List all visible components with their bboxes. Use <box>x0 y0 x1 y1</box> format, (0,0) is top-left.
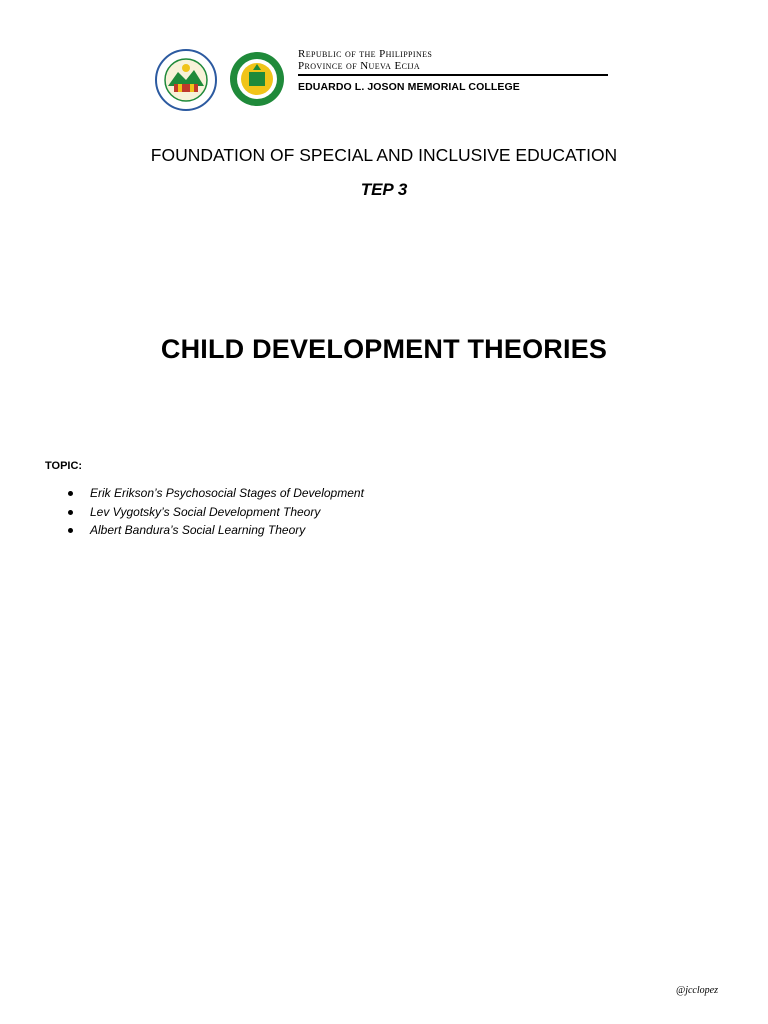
topic-item-text: Erik Erikson’s Psychosocial Stages of Development <box>90 486 364 500</box>
letterhead-republic: Republic of the Philippines <box>298 48 433 60</box>
topic-label: TOPIC: <box>45 460 83 472</box>
topic-item <box>68 503 364 522</box>
bullet-icon <box>68 510 73 515</box>
bullet-icon <box>68 491 73 496</box>
province-seal-icon <box>154 48 218 112</box>
letterhead-text <box>298 48 610 93</box>
author-signature: @jcclopez <box>676 985 718 996</box>
topic-item-text: Lev Vygotsky’s Social Development Theory <box>90 504 321 519</box>
letterhead-divider <box>298 74 608 76</box>
course-title: FOUNDATION OF SPECIAL AND INCLUSIVE EDUCATION <box>150 145 618 165</box>
letterhead-province: Province of Nueva Ecija <box>298 60 421 72</box>
letterhead-college: EDUARDO L. JOSON MEMORIAL COLLEGE <box>298 81 520 93</box>
college-seal-icon <box>228 50 286 108</box>
document-title: CHILD DEVELOPMENT THEORIES <box>160 334 608 364</box>
topic-item-text: Albert Bandura’s Social Learning Theory <box>90 523 306 537</box>
letterhead <box>148 44 618 110</box>
topic-list <box>68 484 364 540</box>
topic-item <box>68 484 364 503</box>
bullet-icon <box>68 528 73 533</box>
topic-item <box>68 521 364 540</box>
course-code: TEP 3 <box>360 180 408 199</box>
